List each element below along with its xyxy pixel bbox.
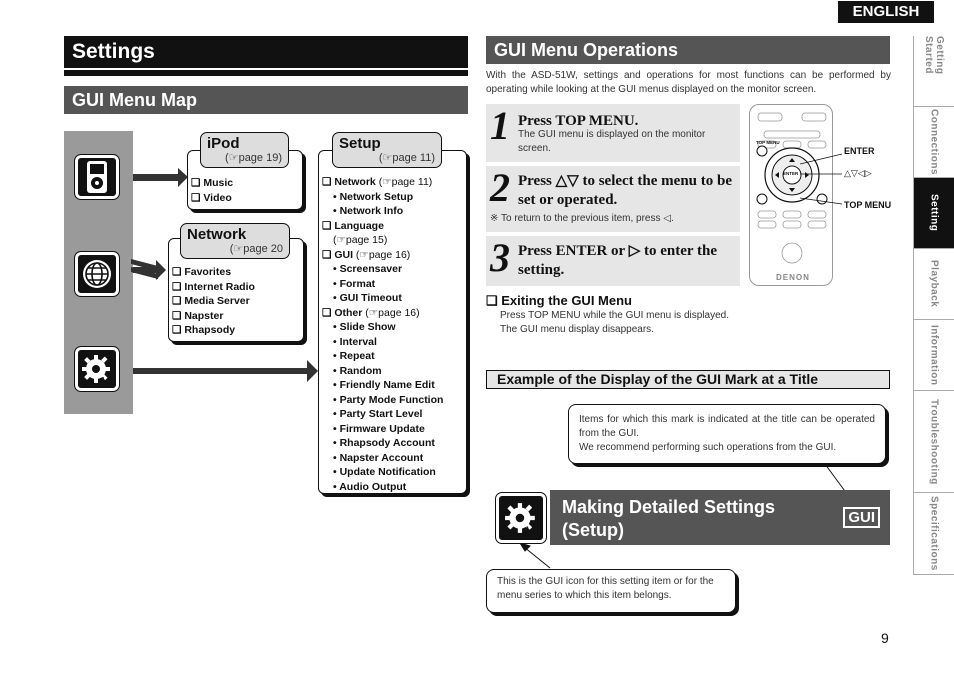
setup-item-slide-show[interactable]: • Slide Show bbox=[333, 321, 396, 333]
network-item-media-server[interactable]: ❑ Media Server bbox=[172, 295, 250, 307]
setup-page-ref: (☞page 15) bbox=[333, 234, 388, 246]
remote-enter-label: ENTER bbox=[783, 171, 799, 176]
network-item-favorites[interactable]: ❑ Favorites bbox=[172, 266, 232, 278]
ipod-items bbox=[191, 176, 233, 205]
callout-gui-icon bbox=[486, 569, 736, 613]
remote-top-menu-label: TOP MENU bbox=[756, 140, 780, 145]
setup-group-network[interactable]: ❑ Network (☞page 11) bbox=[322, 176, 433, 188]
settings-title: Settings bbox=[72, 40, 155, 63]
tab-setting[interactable]: Setting bbox=[914, 178, 954, 249]
network-item-napster[interactable]: ❑ Napster bbox=[172, 309, 224, 322]
setup-group-language[interactable]: ❑ Language bbox=[322, 219, 384, 232]
step-3-number: 3 bbox=[490, 235, 510, 280]
setup-item-screensaver[interactable]: • Screensaver bbox=[333, 263, 403, 275]
settings-title-bar bbox=[64, 36, 468, 68]
language-badge: ENGLISH bbox=[838, 1, 934, 23]
remote-arrows-callout: △▽◁▷ bbox=[844, 168, 872, 178]
step-3-title: Press ENTER or ▷ to enter the setting. bbox=[518, 243, 718, 278]
example-title: Example of the Display of the GUI Mark at a Title bbox=[497, 371, 819, 387]
tab-specifications[interactable]: Specifications bbox=[914, 493, 954, 575]
example-title-bar bbox=[486, 370, 890, 389]
setup-gear-icon bbox=[75, 347, 119, 391]
network-item-rhapsody[interactable]: ❑ Rhapsody bbox=[172, 324, 236, 336]
ipod-item-video[interactable]: ❑ Video bbox=[191, 191, 232, 204]
exit-line-1: Press TOP MENU while the GUI menu is displayed. bbox=[500, 310, 729, 321]
step-1 bbox=[486, 104, 740, 162]
network-item-internet-radio[interactable]: ❑ Internet Radio bbox=[172, 280, 255, 293]
setup-item-update-notification[interactable]: • Update Notification bbox=[333, 466, 436, 478]
callout-gui-icon-text: This is the GUI icon for this setting item or for the menu series to which this item belongs. bbox=[497, 576, 714, 601]
remote-leader-lines bbox=[800, 150, 845, 210]
callout-gui-mark bbox=[568, 404, 886, 464]
setup-item-rhapsody-account[interactable]: • Rhapsody Account bbox=[333, 437, 435, 449]
remote-topmenu-callout: TOP MENU bbox=[844, 200, 892, 210]
step-1-number: 1 bbox=[490, 103, 510, 148]
demo-title-bar bbox=[550, 490, 890, 545]
setup-item-audio-output[interactable]: • Audio Output bbox=[333, 480, 407, 493]
tab-troubleshooting[interactable]: Troubleshooting bbox=[914, 391, 954, 493]
setup-items bbox=[322, 175, 443, 494]
setup-item-interval[interactable]: • Interval bbox=[333, 335, 377, 348]
setup-item-firmware-update[interactable]: • Firmware Update bbox=[333, 422, 425, 435]
step-1-title: Press TOP MENU. bbox=[518, 113, 639, 129]
ipod-item-music[interactable]: ❑ Music bbox=[191, 177, 234, 189]
setup-item-party-mode-function[interactable]: • Party Mode Function bbox=[333, 393, 444, 406]
setup-item-repeat[interactable]: • Repeat bbox=[333, 350, 375, 362]
setup-item-napster-account[interactable]: • Napster Account bbox=[333, 451, 424, 464]
network-branch-lines bbox=[128, 252, 168, 292]
title-rule bbox=[64, 70, 468, 76]
setup-item-friendly-name-edit[interactable]: • Friendly Name Edit bbox=[333, 379, 435, 391]
exit-line-2: The GUI menu display disappears. bbox=[500, 324, 654, 335]
setup-tag[interactable] bbox=[332, 132, 442, 168]
gui-ops-intro: With the ASD-51W, settings and operations for most functions can be performed by operating while looking at the GUI menus displayed on the monitor screen. bbox=[486, 70, 891, 95]
setup-item-network-info[interactable]: • Network Info bbox=[333, 205, 404, 217]
step-3 bbox=[486, 236, 740, 286]
page-number: 9 bbox=[881, 630, 889, 646]
network-tag[interactable] bbox=[180, 223, 290, 259]
tab-information[interactable]: Information bbox=[914, 320, 954, 391]
step-2-number: 2 bbox=[490, 165, 510, 210]
network-tag-page: (☞page 20 bbox=[229, 243, 283, 255]
callout-gui-mark-text: Items for which this mark is indicated at the title can be operated from the GUI. We recommend performing such operations from the GUI. bbox=[579, 414, 875, 453]
setup-tag-page: (☞page 11) bbox=[378, 152, 435, 164]
demo-title-line-2: (Setup) bbox=[562, 520, 624, 540]
remote-enter-callout: ENTER bbox=[844, 146, 875, 156]
globe-icon bbox=[75, 252, 119, 296]
demo-title-line-1: Making Detailed Settings bbox=[562, 497, 776, 517]
ipod-icon bbox=[75, 155, 119, 199]
network-tag-title: Network bbox=[187, 226, 247, 243]
ipod-tag-title: iPod bbox=[207, 135, 240, 152]
ipod-tag-page: (☞page 19) bbox=[225, 152, 282, 164]
side-nav-tabs bbox=[913, 36, 954, 575]
network-items bbox=[172, 265, 255, 338]
tab-getting-started[interactable]: Getting Started bbox=[914, 36, 954, 107]
step-2 bbox=[486, 166, 740, 232]
step-1-desc: The GUI menu is displayed on the monitor screen. bbox=[518, 129, 706, 154]
gui-ops-bar bbox=[486, 36, 890, 64]
remote-brand: DENON bbox=[776, 273, 810, 282]
setup-item-party-start-level[interactable]: • Party Start Level bbox=[333, 408, 423, 420]
setup-menu-box bbox=[318, 150, 467, 494]
step-2-title: Press △▽ to select the menu to be set or operated. bbox=[518, 173, 732, 208]
ipod-tag[interactable] bbox=[200, 132, 289, 168]
gui-ops-title: GUI Menu Operations bbox=[494, 39, 679, 60]
gui-menu-map-bar bbox=[64, 86, 468, 114]
setup-group-other[interactable]: ❑ Other (☞page 16) bbox=[322, 306, 420, 319]
setup-gui-icon bbox=[496, 493, 546, 543]
step-2-desc: ※ To return to the previous item, press ◁. bbox=[490, 213, 674, 224]
setup-tag-title: Setup bbox=[339, 135, 381, 152]
setup-item-gui-timeout[interactable]: • GUI Timeout bbox=[333, 292, 402, 304]
gui-mark-badge: GUI bbox=[843, 507, 880, 528]
setup-item-random[interactable]: • Random bbox=[333, 364, 382, 377]
gui-menu-map-title: GUI Menu Map bbox=[72, 89, 197, 110]
setup-item-format[interactable]: • Format bbox=[333, 277, 376, 290]
setup-item-network-setup[interactable]: • Network Setup bbox=[333, 190, 414, 203]
exit-title: ❑ Exiting the GUI Menu bbox=[486, 293, 632, 308]
tab-connections[interactable]: Connections bbox=[914, 107, 954, 178]
tab-playback[interactable]: Playback bbox=[914, 249, 954, 320]
setup-group-gui[interactable]: ❑ GUI (☞page 16) bbox=[322, 248, 411, 261]
